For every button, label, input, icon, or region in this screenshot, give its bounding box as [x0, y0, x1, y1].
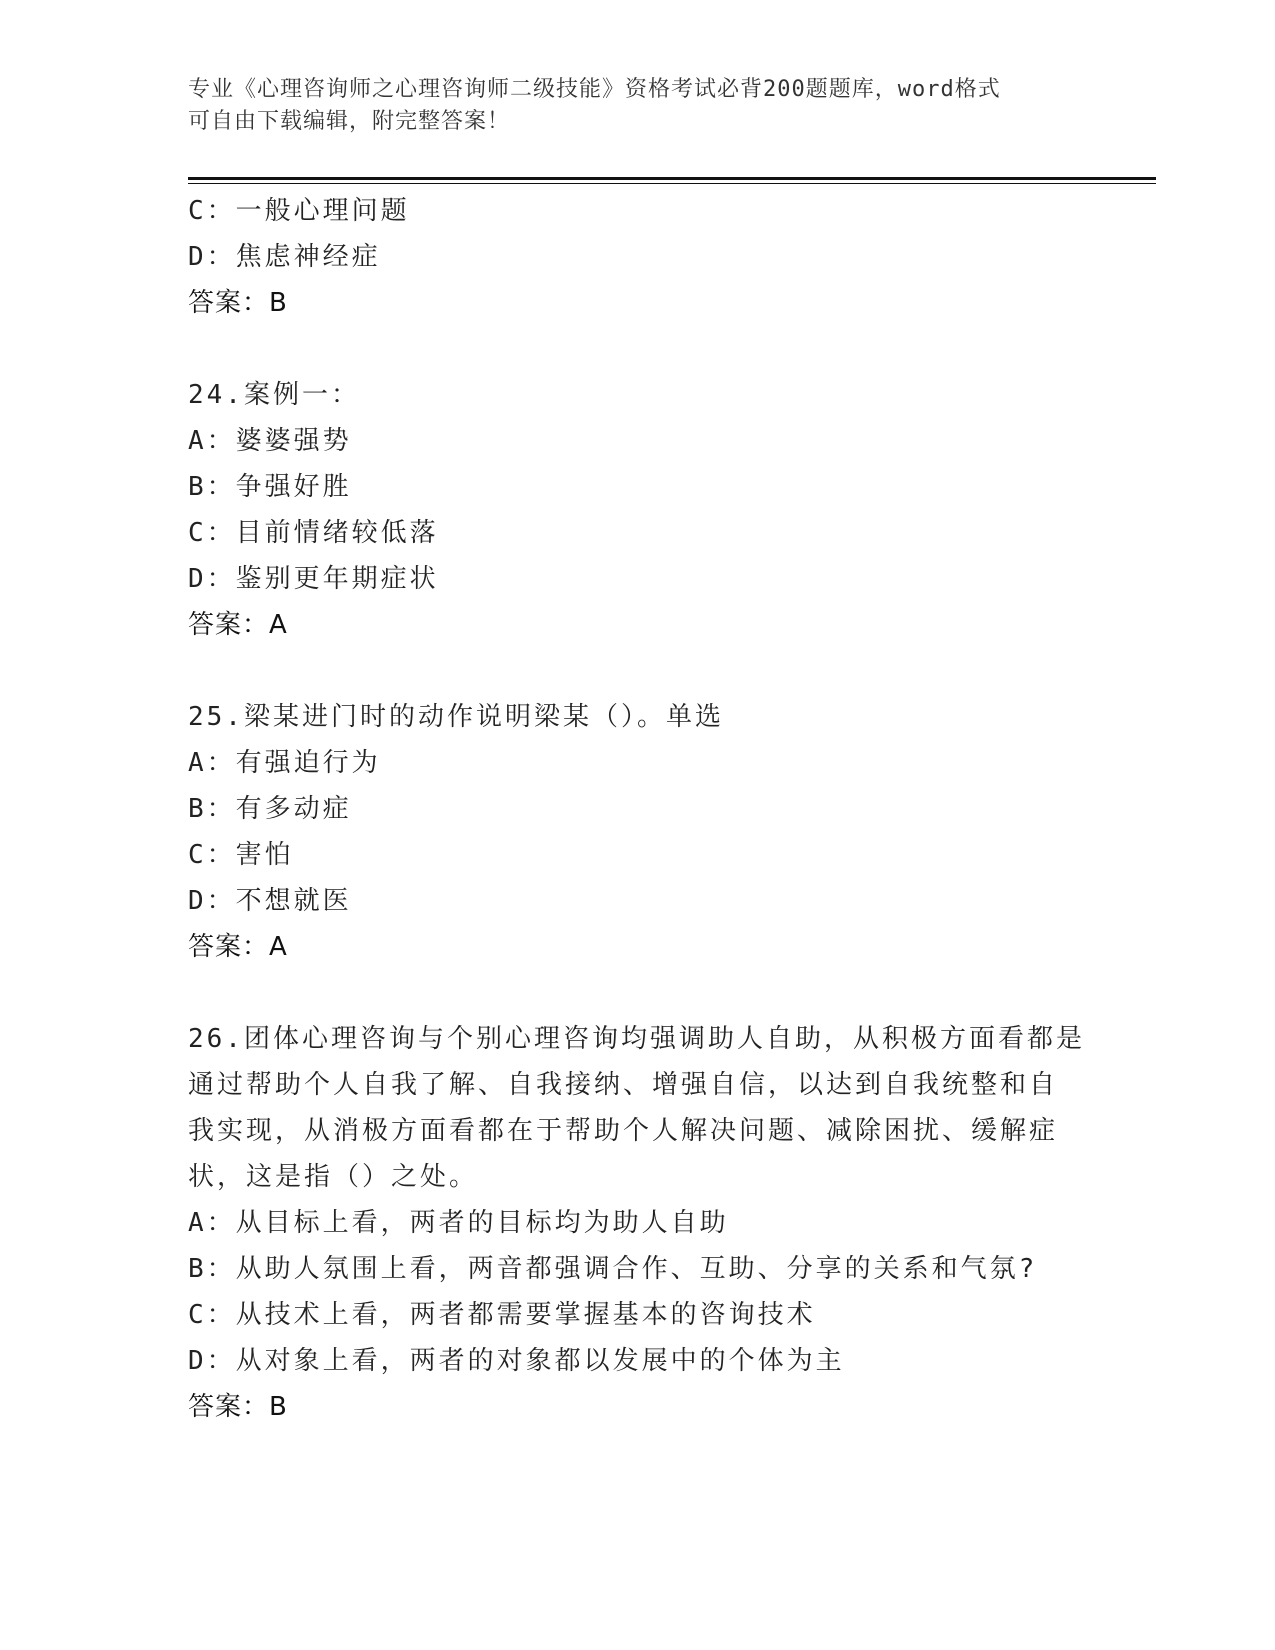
- header-title-line-1: 专业《心理咨询师之心理咨询师二级技能》资格考试必背200题题库，word格式: [188, 77, 1001, 102]
- answer-line: 答案：B: [188, 1392, 288, 1422]
- answer-line: 答案：A: [188, 610, 288, 640]
- question-stem: 25.梁某进门时的动作说明梁某（）。单选: [188, 702, 724, 732]
- option-d: D：从对象上看，两者的对象都以发展中的个体为主: [188, 1346, 845, 1376]
- question-stem-line-4: 状，这是指（）之处。: [188, 1162, 479, 1192]
- header-divider-thick: [188, 177, 1156, 180]
- spacer: [188, 326, 1088, 372]
- option-d: D：鉴别更年期症状: [188, 564, 439, 594]
- question-stem-line-1: 26.团体心理咨询与个别心理咨询均强调助人自助，从积极方面看都是: [188, 1024, 1085, 1054]
- question-stem-line-3: 我实现，从消极方面看都在于帮助个人解决问题、减除困扰、缓解症: [188, 1116, 1059, 1146]
- option-c: C：从技术上看，两者都需要掌握基本的咨询技术: [188, 1300, 816, 1330]
- option-d: D：焦虑神经症: [188, 242, 381, 272]
- option-c: C：目前情绪较低落: [188, 518, 439, 548]
- header-divider-thin: [188, 183, 1156, 184]
- answer-line: 答案：B: [188, 288, 288, 318]
- option-c: C：一般心理问题: [188, 196, 410, 226]
- spacer: [188, 648, 1088, 694]
- option-a: A：从目标上看，两者的目标均为助人自助: [188, 1208, 729, 1238]
- question-block-26: [188, 1016, 1088, 1430]
- option-b: B：有多动症: [188, 794, 352, 824]
- question-list: [188, 188, 1088, 1430]
- question-block-25: [188, 694, 1088, 970]
- option-b: B：争强好胜: [188, 472, 352, 502]
- question-stem-line-2: 通过帮助个人自我了解、自我接纳、增强自信，以达到自我统整和自: [188, 1070, 1059, 1100]
- question-block-24: [188, 372, 1088, 648]
- question-block-prev: [188, 188, 1088, 326]
- option-a: A：有强迫行为: [188, 748, 381, 778]
- question-stem: 24.案例一：: [188, 380, 360, 410]
- spacer: [188, 970, 1088, 1016]
- option-d: D：不想就医: [188, 886, 352, 916]
- option-a: A：婆婆强势: [188, 426, 352, 456]
- answer-line: 答案：A: [188, 932, 288, 962]
- header-title-line-2: 可自由下载编辑，附完整答案！: [188, 109, 511, 134]
- option-b: B：从助人氛围上看，两音都强调合作、互助、分享的关系和气氛?: [188, 1254, 1038, 1284]
- document-header: [188, 74, 1068, 138]
- option-c: C：害怕: [188, 840, 294, 870]
